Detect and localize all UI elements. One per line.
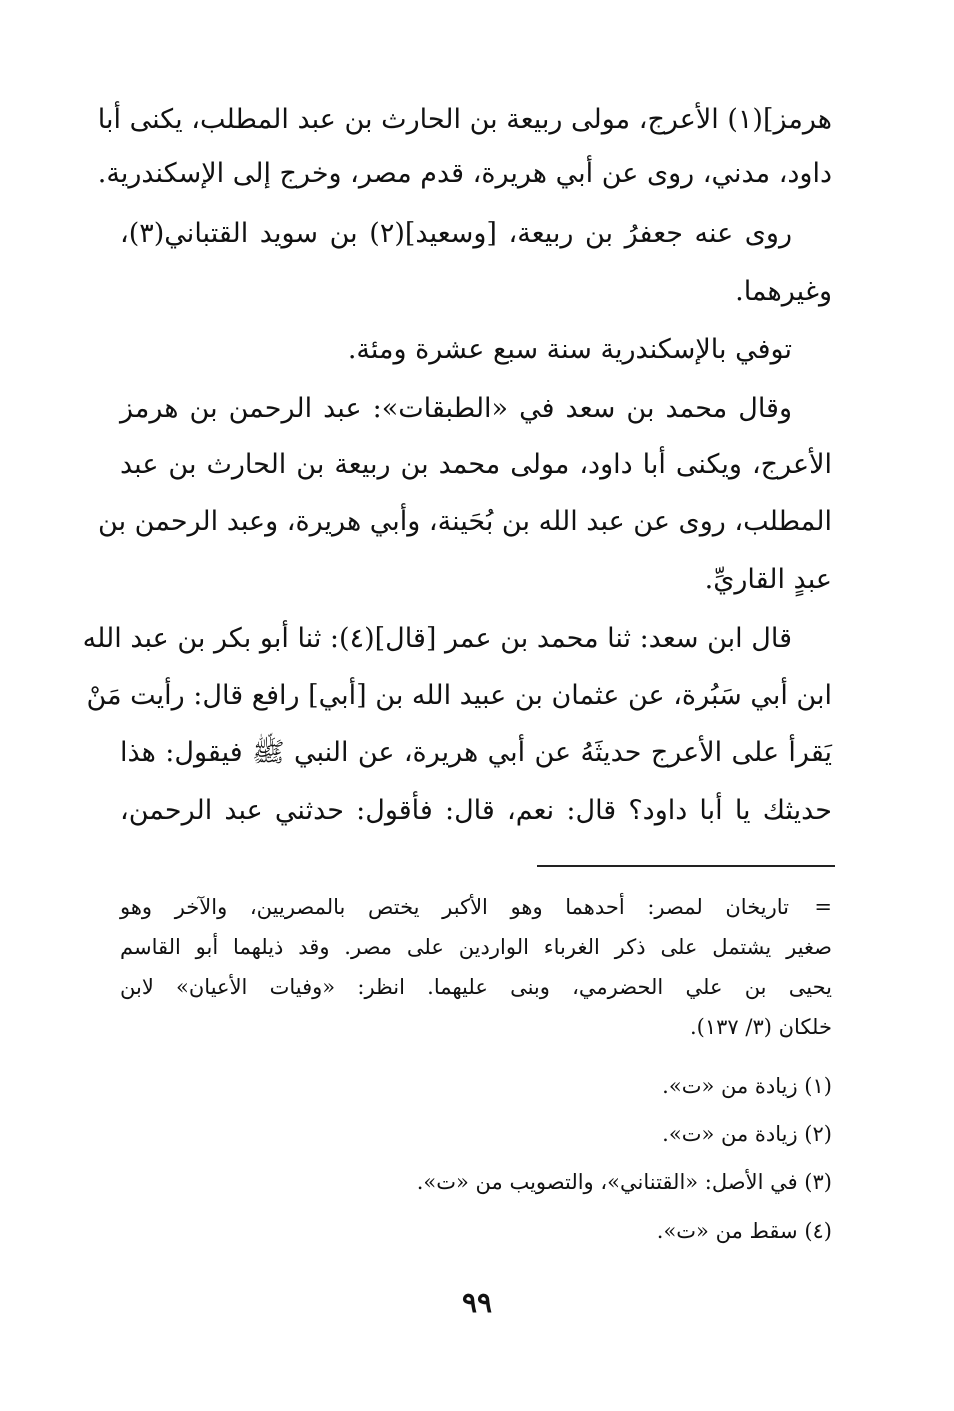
continued-note-line-2: صغير يشتمل على ذكر الغرباء الواردين على مصر. وقد ذيلهما أبو القاسم <box>120 935 832 959</box>
body-line-8: المطلب، روى عن عبد الله بن بُحَينة، وأبي هريرة، وعبد الرحمن بن <box>98 506 832 537</box>
body-line-12: يَقرأ على الأعرج حديثَهُ عن أبي هريرة، عن النبي ﷺ فيقول: هذا <box>120 737 832 768</box>
continued-note-line-4: خلكان (٣/ ١٣٧). <box>690 1015 832 1039</box>
body-line-1: هرمز](١) الأعرج، مولى ربيعة بن الحارث بن عبد المطلب، يكنى أبا <box>97 104 832 135</box>
body-line-4: وغيرهما. <box>735 276 832 307</box>
continuation-mark: = <box>814 895 832 919</box>
body-line-10: قال ابن سعد: ثنا محمد بن عمر [قال](٤): ثنا أبو بكر بن عبد الله <box>82 623 792 654</box>
footnote-4: (٤) سقط من «ت». <box>656 1219 832 1243</box>
body-line-7: الأعرج، ويكنى أبا داود، مولى محمد بن ربيعة بن الحارث بن عبد <box>120 449 832 480</box>
body-line-2: داود، مدني، روى عن أبي هريرة، قدم مصر، وخرج إلى الإسكندرية. <box>97 158 832 189</box>
continued-note-line-1: تاريخان لمصر: أحدهما وهو الأكبر يختص بالمصريين، والآخر وهو <box>120 895 789 919</box>
footnote-1: (١) زيادة من «ت». <box>662 1074 832 1098</box>
body-line-6: وقال محمد بن سعد في «الطبقات»: عبد الرحمن بن هرمز <box>120 393 792 424</box>
body-line-5: توفي بالإسكندرية سنة سبع عشرة ومئة. <box>347 334 792 365</box>
body-line-13: حديثك يا أبا داود؟ قال: نعم، قال: فأقول: حدثني عبد الرحمن، <box>120 795 832 826</box>
continued-note-line-3: يحيى بن علي الحضرمي، وبنى عليهما. انظر: «وفيات الأعيان» لابن <box>120 975 832 999</box>
page-number: ٩٩ <box>461 1286 493 1319</box>
footnote-2: (٢) زيادة من «ت». <box>662 1122 832 1146</box>
footnote-3: (٣) في الأصل: «القتناني»، والتصويب من «ت». <box>416 1170 832 1194</box>
footnote-separator <box>537 865 835 867</box>
body-line-9: عبدٍ القاريِّ. <box>704 564 832 595</box>
body-line-3: روى عنه جعفرُ بن ربيعة، [وسعيد](٢) بن سويد القتباني(٣)، <box>120 218 792 249</box>
body-line-11: ابن أبي سَبُرة، عن عثمان بن عبيد الله بن [أبي] رافع قال: رأيت مَنْ <box>86 680 832 711</box>
